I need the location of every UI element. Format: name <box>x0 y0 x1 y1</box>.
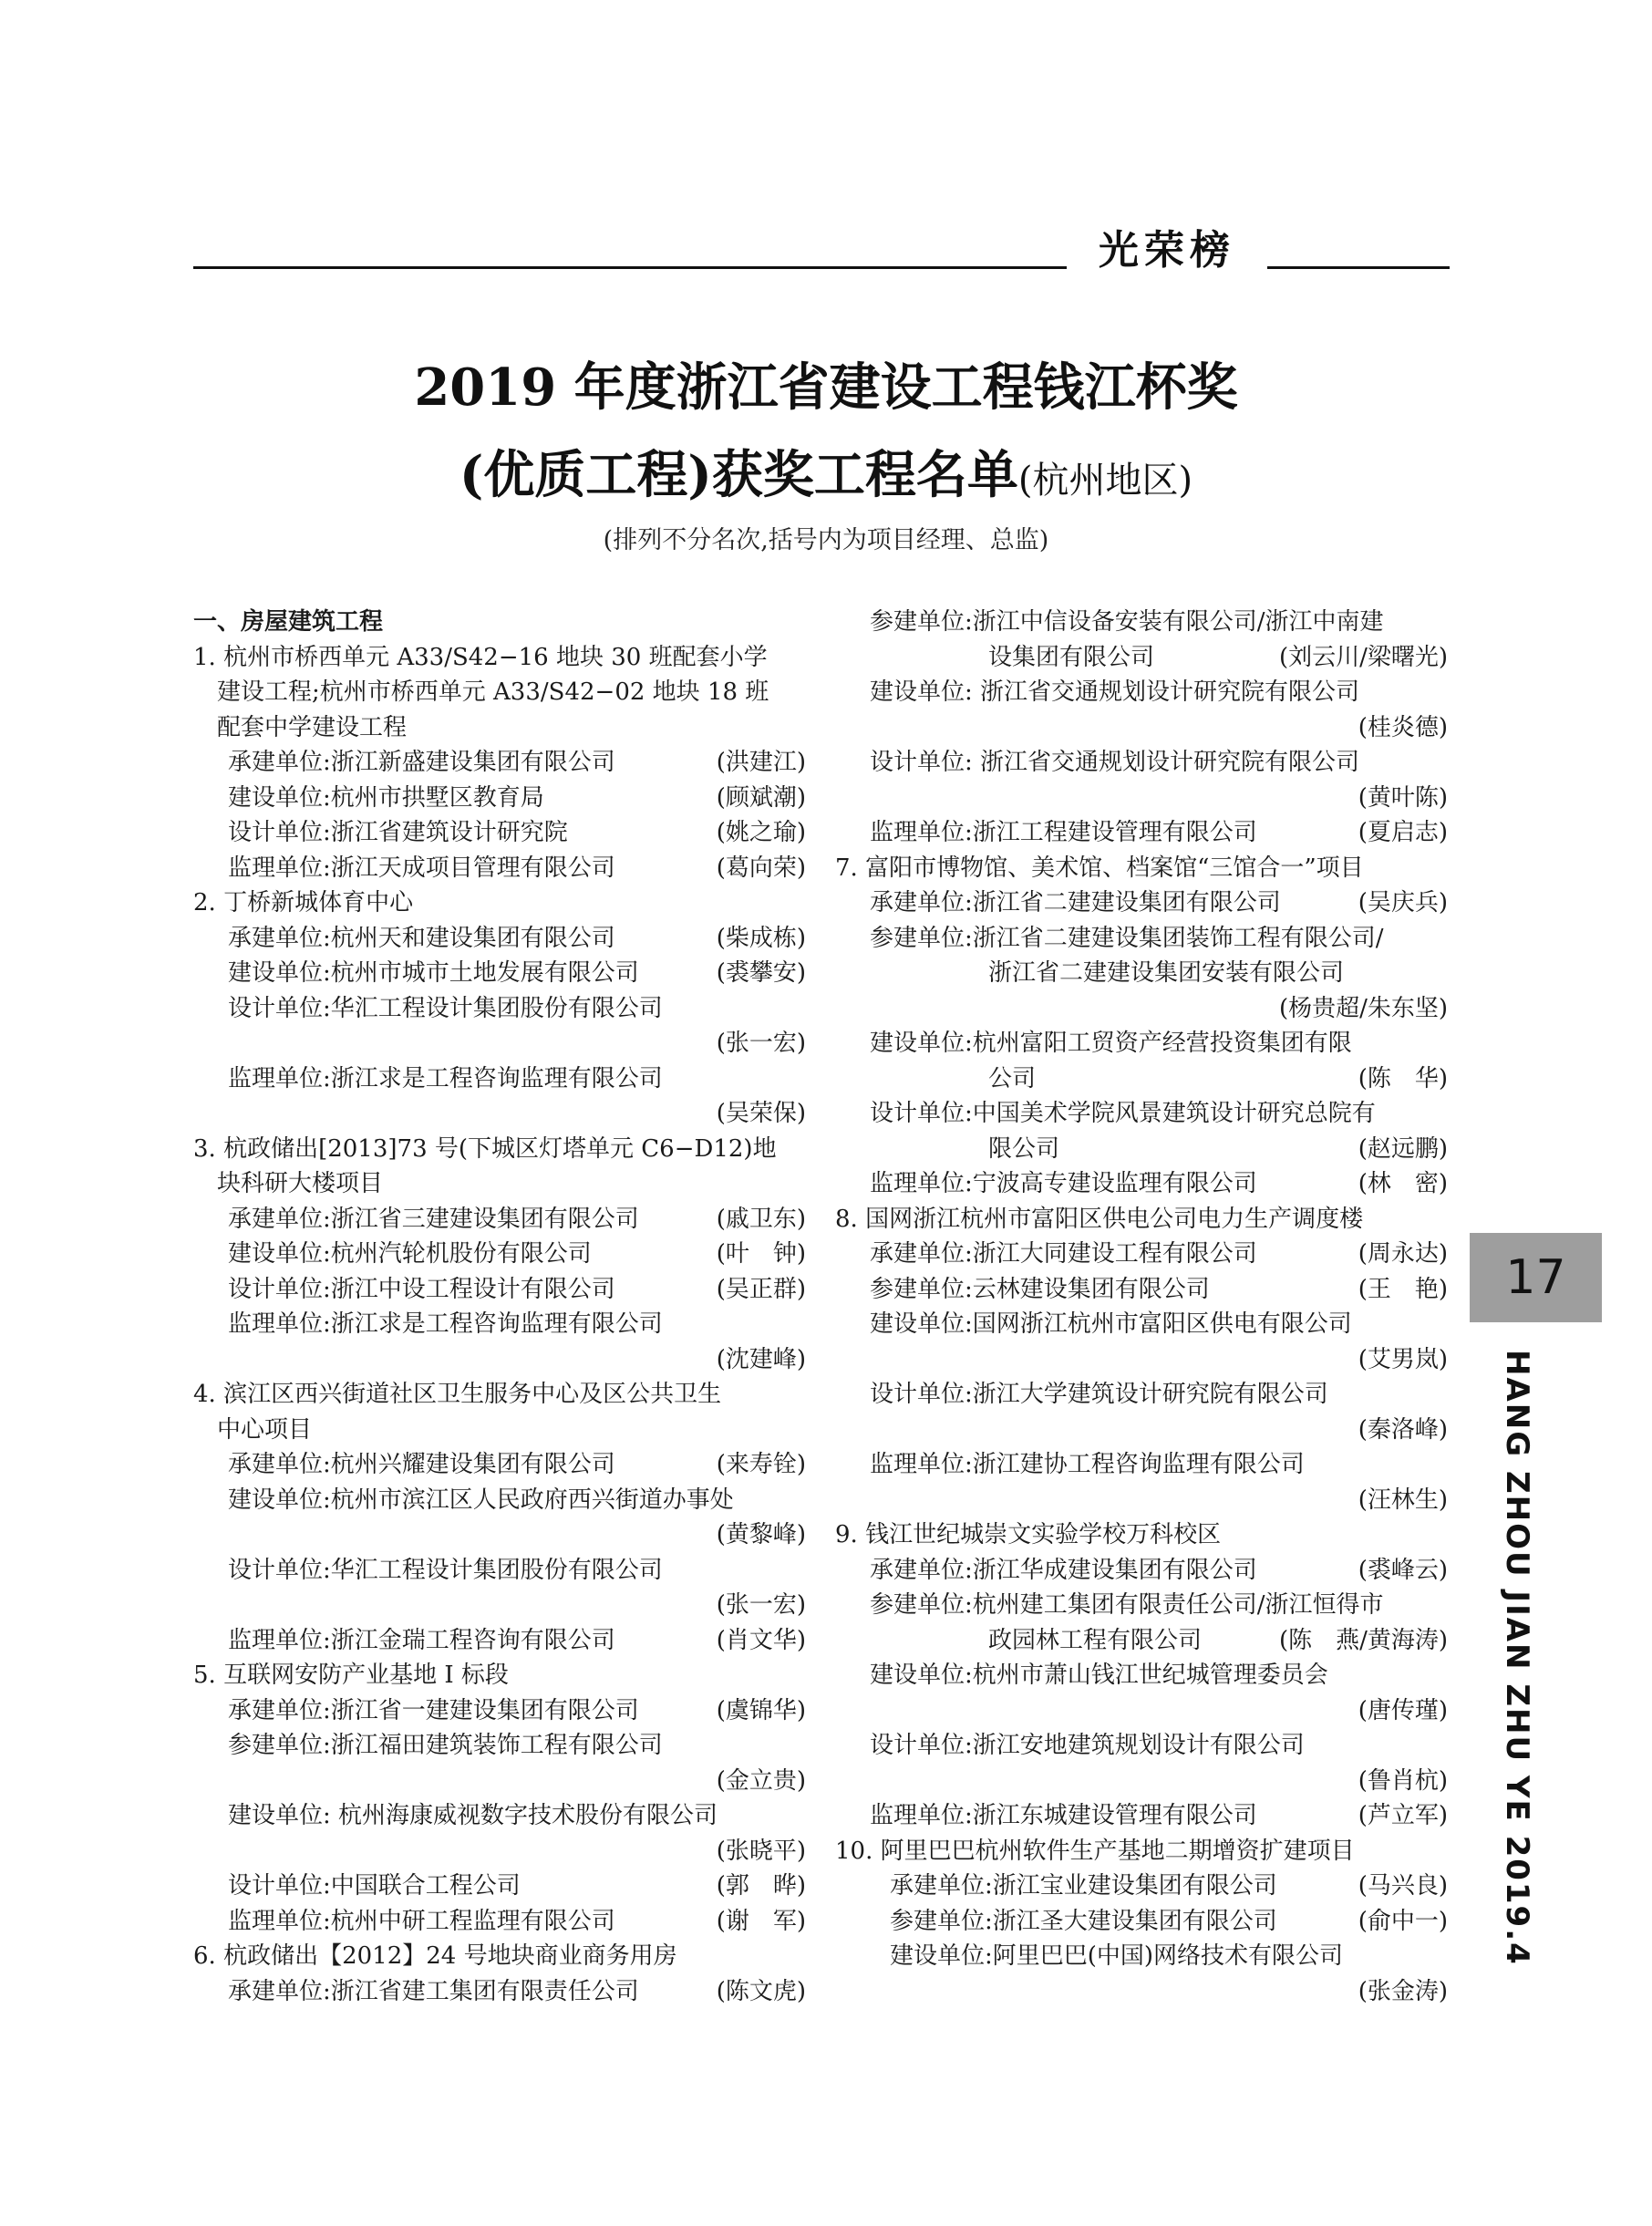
entry-line <box>193 1834 806 1869</box>
entry-person: (吴荣保) <box>716 1100 806 1127</box>
entry-text: 承建单位:浙江宝业建设集团有限公司 <box>890 1872 1277 1900</box>
entry-line: 建设单位: 杭州海康威视数字技术股份有限公司 <box>228 1802 718 1829</box>
entry-person: (姚之瑜) <box>716 819 806 846</box>
entry-line <box>835 1272 1448 1308</box>
entry-line <box>835 1166 1448 1202</box>
entry-person: (张金涛) <box>1358 1977 1448 2005</box>
right-column <box>835 605 1448 2009</box>
entry-person: (沈建峰) <box>716 1345 806 1373</box>
entry-line <box>193 1272 806 1308</box>
entry-line: 参建单位:浙江福田建筑装饰工程有限公司 <box>228 1732 663 1759</box>
entry-text: 参建单位:浙江圣大建设集团有限公司 <box>890 1907 1277 1935</box>
entry-line: 参建单位:杭州建工集团有限责任公司/浙江恒得市 <box>870 1591 1384 1619</box>
entry-person: (汪林生) <box>1358 1486 1448 1514</box>
entry-person: (张一宏) <box>716 1030 806 1057</box>
entry-text: 监理单位:浙江天成项目管理有限公司 <box>228 854 615 882</box>
entry-person: (裘攀安) <box>716 959 806 987</box>
project-title: 1. 杭州市桥西单元 A33/S42−16 地块 30 班配套小学 <box>193 643 768 671</box>
entry-person: (陈 燕/黄海涛) <box>1278 1626 1448 1654</box>
project-title-cont: 中心项目 <box>217 1415 313 1444</box>
entry-person: (唐传瑾) <box>1358 1696 1448 1724</box>
entry-line <box>835 885 1448 921</box>
entry-person: (谢 军) <box>716 1907 806 1935</box>
entry-line <box>193 1026 806 1061</box>
entry-text: 参建单位:云林建设集团有限公司 <box>870 1275 1210 1303</box>
page-title-main: (优质工程)获奖工程名单 <box>459 445 1018 505</box>
entry-text: 监理单位:杭州中研工程监理有限公司 <box>228 1907 615 1935</box>
entry-line <box>835 1061 1448 1097</box>
entry-person: (艾男岚) <box>1358 1345 1448 1373</box>
entry-person: (金立贵) <box>716 1766 806 1795</box>
entry-line: 参建单位:浙江中信设备安装有限公司/浙江中南建 <box>870 608 1384 636</box>
entry-line <box>193 1517 806 1553</box>
page-title-line1: 2019 年度浙江省建设工程钱江杯奖 <box>414 357 1238 418</box>
entry-line <box>193 781 806 816</box>
entry-line <box>193 956 806 991</box>
entry-person: (吴正群) <box>716 1275 806 1303</box>
entry-text: 建设单位:杭州汽轮机股份有限公司 <box>228 1240 592 1268</box>
page-subtitle: (排列不分名次,括号内为项目经理、总监) <box>603 526 1049 554</box>
entry-person: (刘云川/梁曙光) <box>1278 643 1448 671</box>
entry-person: (肖文华) <box>716 1626 806 1654</box>
entry-text: 承建单位:浙江省三建建设集团有限公司 <box>228 1205 639 1233</box>
entry-text: 设计单位:中国联合工程公司 <box>228 1872 521 1900</box>
entry-line <box>835 1623 1448 1659</box>
entry-text: 监理单位:浙江工程建设管理有限公司 <box>870 819 1257 846</box>
entry-line: 监理单位:浙江建协工程咨询监理有限公司 <box>870 1451 1305 1478</box>
entry-line <box>193 1342 806 1378</box>
entry-person: (林 密) <box>1358 1170 1448 1197</box>
entry-line: 设计单位:浙江大学建筑设计研究院有限公司 <box>870 1381 1328 1408</box>
entry-text: 监理单位:浙江东城建设管理有限公司 <box>870 1802 1257 1829</box>
entry-person: (郭 晔) <box>716 1872 806 1900</box>
entry-line <box>193 921 806 957</box>
entry-line <box>193 1974 806 2010</box>
entry-line <box>835 1132 1448 1167</box>
project-title: 7. 富阳市博物馆、美术馆、档案馆“三馆合一”项目 <box>835 854 1364 882</box>
entry-line <box>193 1588 806 1623</box>
entry-text: 政园林工程有限公司 <box>988 1626 1203 1654</box>
entry-person: (俞中一) <box>1358 1907 1448 1935</box>
entry-line: 监理单位:浙江求是工程咨询监理有限公司 <box>228 1310 663 1338</box>
entry-line <box>835 991 1448 1027</box>
entry-person: (来寿铨) <box>716 1451 806 1478</box>
header-rule-right <box>1267 266 1450 269</box>
entry-person: (黄黎峰) <box>716 1521 806 1548</box>
entry-text: 设计单位:浙江省建筑设计研究院 <box>228 819 568 846</box>
entry-person: (陈文虎) <box>716 1977 806 2005</box>
entry-line: 设计单位:华汇工程设计集团股份有限公司 <box>228 994 663 1022</box>
entry-person: (芦立军) <box>1358 1802 1448 1829</box>
entry-line: 建设单位:国网浙江杭州市富阳区供电有限公司 <box>870 1310 1352 1338</box>
project-title: 2. 丁桥新城体育中心 <box>193 889 414 916</box>
entry-line <box>835 1237 1448 1272</box>
entry-text: 设计单位:浙江中设工程设计有限公司 <box>228 1275 615 1303</box>
entry-line <box>835 1483 1448 1518</box>
project-title: 3. 杭政储出[2013]73 号(下城区灯塔单元 C6−D12)地 <box>193 1134 777 1163</box>
entry-line <box>193 1096 806 1132</box>
entry-person: (夏启志) <box>1358 819 1448 846</box>
entry-person: (鲁肖杭) <box>1358 1766 1448 1795</box>
entry-text: 监理单位:宁波高专建设监理有限公司 <box>870 1170 1257 1197</box>
project-title: 9. 钱江世纪城崇文实验学校万科校区 <box>835 1521 1222 1548</box>
entry-line <box>193 1447 806 1483</box>
entry-text: 承建单位:浙江省二建建设集团有限公司 <box>870 889 1281 916</box>
entry-text: 承建单位:杭州兴耀建设集团有限公司 <box>228 1451 615 1478</box>
entry-line <box>835 781 1448 816</box>
entry-text: 承建单位:浙江省建工集团有限责任公司 <box>228 1977 639 2005</box>
project-title-cont: 配套中学建设工程 <box>217 713 408 741</box>
project-title: 5. 互联网安防产业基地 I 标段 <box>193 1662 509 1689</box>
entry-person: (戚卫东) <box>716 1205 806 1233</box>
entry-text: 设集团有限公司 <box>988 643 1155 671</box>
entry-line: 设计单位:中国美术学院风景建筑设计研究总院有 <box>870 1100 1376 1127</box>
entry-line <box>835 1798 1448 1834</box>
entry-line: 浙江省二建建设集团安装有限公司 <box>988 959 1345 987</box>
project-title: 4. 滨江区西兴街道社区卫生服务中心及区公共卫生 <box>193 1381 722 1408</box>
entry-text: 限公司 <box>988 1134 1060 1163</box>
entry-person: (顾斌潮) <box>716 783 806 812</box>
entry-line: 监理单位:浙江求是工程咨询监理有限公司 <box>228 1064 663 1092</box>
entry-line <box>193 1764 806 1799</box>
left-column <box>193 605 806 2009</box>
entry-line <box>193 851 806 886</box>
page-title-line2 <box>182 443 1470 512</box>
entry-person: (虞锦华) <box>716 1696 806 1724</box>
side-journal-label: HANG ZHOU JIAN ZHU YE 2019.4 <box>1499 1350 1535 1966</box>
entry-text: 监理单位:浙江金瑞工程咨询有限公司 <box>228 1626 615 1654</box>
entry-line <box>835 1869 1448 1904</box>
entry-line <box>835 1342 1448 1378</box>
entry-person: (杨贵超/朱东坚) <box>1278 994 1448 1022</box>
entry-line <box>835 640 1448 676</box>
entry-line <box>193 1869 806 1904</box>
entry-line <box>835 1413 1448 1448</box>
entry-text: 承建单位:浙江大同建设工程有限公司 <box>870 1240 1257 1268</box>
project-title-cont: 建设工程;杭州市桥西单元 A33/S42−02 地块 18 班 <box>217 678 769 706</box>
entry-text: 建设单位:杭州市拱墅区教育局 <box>228 783 544 812</box>
entry-line <box>835 1764 1448 1799</box>
entry-text: 承建单位:杭州天和建设集团有限公司 <box>228 924 615 952</box>
project-title-cont: 块科研大楼项目 <box>217 1170 384 1197</box>
entry-person: (马兴良) <box>1358 1872 1448 1900</box>
entry-person: (裘峰云) <box>1358 1556 1448 1584</box>
entry-line: 设计单位: 浙江省交通规划设计研究院有限公司 <box>870 749 1360 776</box>
entry-person: (张一宏) <box>716 1591 806 1619</box>
page-title-note: (杭州地区) <box>1017 460 1193 502</box>
entry-text: 建设单位:杭州市城市土地发展有限公司 <box>228 959 639 987</box>
entry-line <box>193 815 806 851</box>
page-number: 17 <box>1505 1250 1566 1305</box>
entry-person: (赵远鹏) <box>1358 1134 1448 1163</box>
entry-person: (陈 华) <box>1358 1064 1448 1092</box>
entry-person: (叶 钟) <box>716 1240 806 1268</box>
entry-line: 建设单位:杭州市萧山钱江世纪城管理委员会 <box>870 1662 1328 1689</box>
entry-person: (黄叶陈) <box>1358 783 1448 812</box>
entry-line <box>835 1974 1448 2010</box>
entry-person: (葛向荣) <box>716 854 806 882</box>
entry-line <box>835 815 1448 851</box>
entry-person: (桂炎德) <box>1358 713 1448 741</box>
entry-line: 建设单位:阿里巴巴(中国)网络技术有限公司 <box>890 1942 1344 1970</box>
entry-line: 设计单位:华汇工程设计集团股份有限公司 <box>228 1556 663 1584</box>
header-rule-left <box>193 266 1067 269</box>
entry-line <box>193 1202 806 1237</box>
entry-person: (张晓平) <box>716 1837 806 1865</box>
entry-line: 建设单位: 浙江省交通规划设计研究院有限公司 <box>870 678 1360 706</box>
entry-line <box>193 1904 806 1940</box>
entry-line <box>835 710 1448 746</box>
entry-text: 承建单位:浙江华成建设集团有限公司 <box>870 1556 1257 1584</box>
category-heading: 一、房屋建筑工程 <box>193 608 384 636</box>
entry-line <box>835 1553 1448 1589</box>
entry-line <box>835 1693 1448 1729</box>
entry-line <box>193 1237 806 1272</box>
entry-line: 参建单位:浙江省二建建设集团装饰工程有限公司/ <box>870 924 1384 952</box>
entry-line: 建设单位:杭州市滨江区人民政府西兴街道办事处 <box>228 1486 734 1514</box>
project-title: 10. 阿里巴巴杭州软件生产基地二期增资扩建项目 <box>835 1837 1355 1865</box>
entry-person: (王 艳) <box>1358 1275 1448 1303</box>
entry-line <box>193 1623 806 1659</box>
project-title: 6. 杭政储出【2012】24 号地块商业商务用房 <box>193 1942 677 1970</box>
entry-person: (周永达) <box>1358 1240 1448 1268</box>
entry-person: (秦洛峰) <box>1358 1415 1448 1444</box>
page-number-tab <box>1470 1233 1602 1322</box>
entry-line: 设计单位:浙江安地建筑规划设计有限公司 <box>870 1732 1305 1759</box>
entry-person: (柴成栋) <box>716 924 806 952</box>
entry-text: 承建单位:浙江省一建建设集团有限公司 <box>228 1696 639 1724</box>
entry-line <box>193 1693 806 1729</box>
entry-text: 承建单位:浙江新盛建设集团有限公司 <box>228 749 615 776</box>
entry-line <box>835 1904 1448 1940</box>
entry-person: (吴庆兵) <box>1358 889 1448 916</box>
entry-line: 建设单位:杭州富阳工贸资产经营投资集团有限 <box>870 1030 1352 1057</box>
project-title: 8. 国网浙江杭州市富阳区供电公司电力生产调度楼 <box>835 1205 1364 1233</box>
section-label: 光荣榜 <box>1099 227 1235 274</box>
entry-text: 公司 <box>988 1064 1037 1092</box>
entry-person: (洪建江) <box>716 749 806 776</box>
entry-line <box>193 745 806 781</box>
